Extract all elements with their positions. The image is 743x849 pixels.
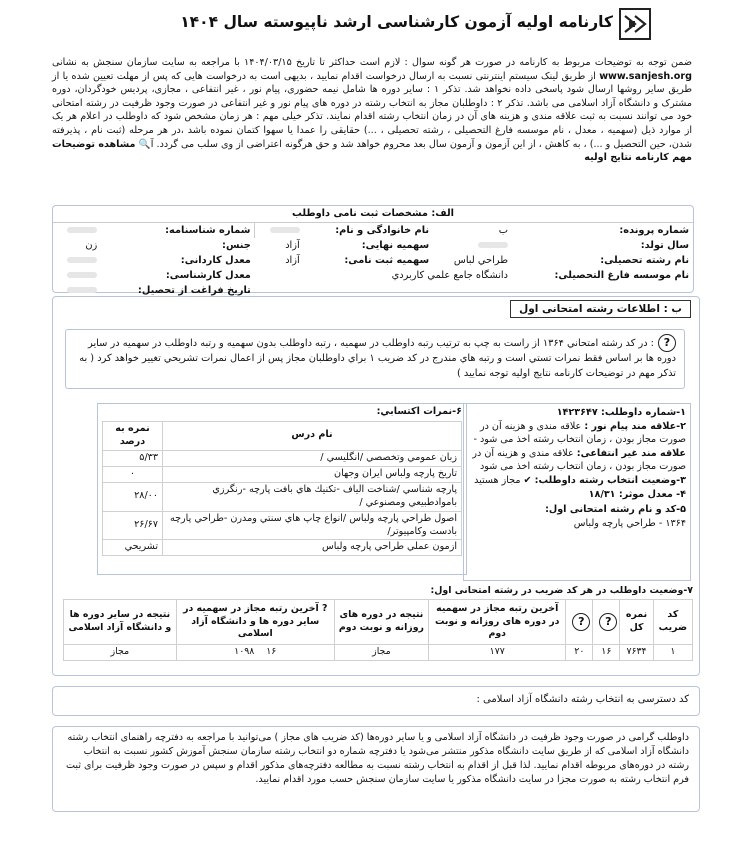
table-row (103, 482, 462, 511)
cell: ۲۰ (566, 644, 593, 660)
course-name: زبان عمومي وتخصصي /انگليسي / (163, 450, 462, 466)
intro-part1: ضمن توجه به توضیحات مربوط به کارنامه در صورت هر گونه سوال : لازم است حداکثر تا تاریخ ۱۴۰۴/۰۳/۱۵ با مراجعه به سایت سازمان سنجش به نشانی (52, 57, 692, 68)
exam-field-label: ۵-کد و نام رشته امتحانی اول: (545, 503, 686, 515)
file-no-label: شماره پرونده: (619, 224, 689, 236)
cell: ۱۷۷ (429, 644, 566, 660)
grades-table (102, 421, 462, 556)
candidate-info-box (463, 403, 691, 581)
col-total-score: نمره کل (620, 599, 653, 644)
col-last-rank-other-q: ? آخرین رتبه مجاز در سهمیه در سایر دوره ها و دانشگاه آزاد اسلامی (176, 599, 334, 644)
final-note (52, 726, 700, 812)
gpa-label: معدل کاردانی: (180, 254, 251, 266)
reg-quota-value: آزاد (285, 254, 300, 266)
birth-year-value (433, 238, 512, 253)
question-icon[interactable]: ? (572, 613, 590, 631)
status-section (63, 585, 693, 669)
status-table (63, 599, 693, 661)
candidate-number: ۱-شماره داوطلب: ۱۴۲۳۶۴۷ (556, 407, 686, 418)
course-pct: ۲۸/۰۰ (103, 482, 163, 511)
nonprofit-label: علاقه مند غیر انتفاعی: (576, 447, 686, 459)
table-row (103, 466, 462, 482)
cell: ۷۶۳۴ (620, 644, 653, 660)
id-value (53, 222, 101, 238)
course-name: ازمون عملي طراحي پارچه ولباس (163, 540, 462, 556)
selection-status-label: ۳-وضعیت انتخاب رشته داوطلب: (534, 475, 686, 487)
col-last-rank-daily: آخرین رتبه مجاز در سهمیه در دوره های روزانه و نوبت دوم (429, 599, 566, 644)
table-row (103, 450, 462, 466)
reg-quota-label: سهمیه ثبت نامی: (344, 254, 430, 266)
col-coef-code: کد ضریب (653, 599, 692, 644)
id-label: شماره شناسنامه: (165, 224, 251, 236)
quota-label: سهمیه نهایی: (361, 239, 430, 251)
gpa-value (53, 253, 101, 268)
effective-gpa: ۴- معدل موثر: ۱۸/۳۱ (588, 489, 686, 501)
grades-title: ۶-نمرات اكتسابي: (376, 406, 462, 417)
access-code-box (52, 686, 700, 716)
table-row (64, 644, 693, 660)
intro-text (52, 56, 692, 165)
cell: ۱۶ ۱۰۹۸ (176, 644, 334, 660)
status-title: ۷-وضعیت داوطلب در هر کد ضریب در رشته امتحانی اول: (430, 585, 693, 596)
rank-note (65, 329, 685, 389)
name-value (255, 222, 304, 238)
course-pct: ۰ (103, 466, 163, 482)
page-title: کارنامه اولیه آزمون کارشناسی ارشد ناپیوسته سال ۱۴۰۴ (180, 13, 613, 31)
name-label: نام خانوادگی و نام: (335, 224, 430, 236)
question-icon[interactable]: ? (658, 334, 676, 352)
exam-info-section (52, 296, 700, 676)
course-pct: ۵/۳۳ (103, 450, 163, 466)
course-pct: ۲۶/۶۷ (103, 511, 163, 540)
section-b-title: ب : اطلاعات رشته امتحانی اول (510, 300, 691, 318)
course-name: تاريخ پارچه ولباس ايران وجهان (163, 466, 462, 482)
table-row (103, 540, 462, 556)
col-course: نام درس (163, 421, 462, 450)
institute-label: نام موسسه فارغ التحصیلی: (554, 270, 689, 282)
page-header (0, 0, 743, 48)
important-notes-link[interactable]: 🔍 مشاهده توضیحات مهم کارنامه نتایج اولیه (52, 138, 692, 164)
cell: مجاز (64, 644, 177, 660)
major-value: طراحي لباس (453, 254, 509, 266)
gender-label: جنس: (222, 239, 251, 251)
course-name: اصول طراحي پارچه ولباس /انواع چاپ هاي سنتي ومدرن -طراحي پارچه بادست وكامپيوتر/ (163, 511, 462, 540)
bsc-gpa-value (53, 268, 101, 283)
question-icon[interactable]: ? (599, 613, 617, 631)
col-pct: نمره به درصد (103, 421, 163, 450)
final-note-text: داوطلب گرامی در صورت وجود ظرفیت در دانشگاه آزاد اسلامی و یا سایر دوره‌ها (کد ضریب های مجاز ) می‌توانید با مراجعه به دفترچه راهنمای انتخاب رشته دانشگاه آزاد اسلامی که از طریق سایت دانشگاه مذکور منتشر می‌شود یا دفترچه شماره دو انتخاب رشته سازمان سنجش آموزش کشور نسبت به انتخاب رشته در دوره‌های مربوطه اقدام نمایید. لذا قبل از اقدام به انتخاب رشته نسبت به مطالعه دفترچه‌های مذکور اقدام و سپس در صورت وجود ظرفیت برای ثبت فرم انتخاب رشته به صورت مجزا در سایت دانشگاه مذکور یا سایت سازمان سنجش حسب مورد اقدام نمایید. (66, 732, 689, 785)
exam-field-value: ۱۳۶۴ - طراحي پارچه ولباس (573, 517, 686, 529)
col-result-daily: نتیجه در دوره های روزانه و نوبت دوم (334, 599, 428, 644)
sanjesh-site-link[interactable]: www.sanjesh.org (599, 70, 692, 82)
major-label: نام رشته تحصیلی: (600, 254, 689, 266)
cell: مجاز (334, 644, 428, 660)
course-name: پارچه شناسي /شناخت الياف -تكنيك هاي بافت پارچه -رنگرزي باموادطبيعي ومصنوعي / (163, 482, 462, 511)
pnu-label: ۲-علاقه مند پیام نور : (584, 421, 686, 433)
access-code-label: کد دسترسی به انتخاب رشته دانشگاه آزاد اسلامی : (476, 694, 689, 705)
col-q1 (593, 599, 620, 644)
course-pct: تشريحي (103, 540, 163, 556)
intro-part2: از طریق لینک سیستم اینترنتی نسبت به ارسال درخواست اقدام نمایید ، بدیهی است به درخواست هایی که پس از مهلت تعیین شده یا از طریق سایر روشها ارسال شود پاسخی داده نخواهد شد. تذکر ۱ : سایر دوره ها شامل نیمه حضوری، پیام نور ، غیر انتفاعی ، مجازی، پردیس خودگردان، دوره مشترک و دانشگاه آزاد اسلامی می باشد. تذکر ۲ : داوطلبان مجاز به انتخاب رشته در دوره های پیام نور و غیر انتفاعی در صورت وجود ظرفیت در رشته امتحانی خود می توانند نسبت به ثبت علاقه مندی و هزینه های آن در زمان انتخاب رشته اقدام نمایند. تذکر خیلی مهم : هر زمان مشخص شود که داوطلب در اعلام هر یک از موارد ذیل (سهمیه ، معدل ، نام موسسه فارغ التحصیلی ، رشته تحصیلی ، ...) حقایقی را عمدا یا سهوا کتمان نموده باشد ،در هر مرحله (ثبت نام ، پذیرفته شدن، حین التحصیل و ...) ، به کاهش ، از این آزمون و آزمون سال بعد محروم خواهد شد و حق هرگونه اعتراضی از وی سلب می گردد. آ (52, 70, 692, 150)
grad-date-label: تاریخ فراغت از تحصیل: (137, 285, 251, 297)
institute-value: دانشگاه جامع علمي كاربردي (391, 270, 509, 282)
cell: ۱ (653, 644, 692, 660)
bsc-gpa-label: معدل کارشناسی: (165, 270, 251, 282)
table-row (103, 511, 462, 540)
sanjesh-logo-icon (619, 8, 651, 40)
selection-status-value: ✔ مجاز هستید (474, 475, 535, 487)
quota-value: آزاد (285, 239, 300, 251)
file-no-value: ب (498, 224, 509, 236)
gender-value: زن (85, 239, 98, 251)
section-a-title: الف: مشخصات ثبت نامی داوطلب (53, 206, 693, 222)
birth-year-label: سال تولد: (640, 239, 689, 251)
cell: ۱۶ (593, 644, 620, 660)
nonprofit-text: علاقه مندی و هزینه آن در صورت مجاز بودن ، زمان انتخاب رشته اخذ می شود (472, 447, 686, 472)
registration-info-section (52, 205, 694, 297)
col-result-other: نتیجه در سایر دوره ها و دانشگاه آزاد اسلامی (64, 599, 177, 644)
col-q2 (566, 599, 593, 644)
grades-box (97, 403, 467, 575)
pnu-text: علاقه مندی و هزینه آن در صورت مجاز بودن ، زمان انتخاب رشته اخذ می شود - (473, 421, 686, 446)
rank-note-text: : در كد رشته امتحاني ۱۳۶۴ از راست به چپ به ترتیب رتبه داوطلب در سهمیه ، رتبه داوطلب بدون سهمیه و رتبه داوطلب در سهمیه در سایر دوره ها بر اساس فقط نمرات تستي است و رتبه هاي مندرج در كد ضريب ۱ براي داوطلبان مجاز پس از اعمال نمرات تشريحي تغيير خواهد كرد ( به تذکر مهم در توضیحات کارنامه نتایج اولیه توجه نمایید ) (79, 338, 676, 379)
